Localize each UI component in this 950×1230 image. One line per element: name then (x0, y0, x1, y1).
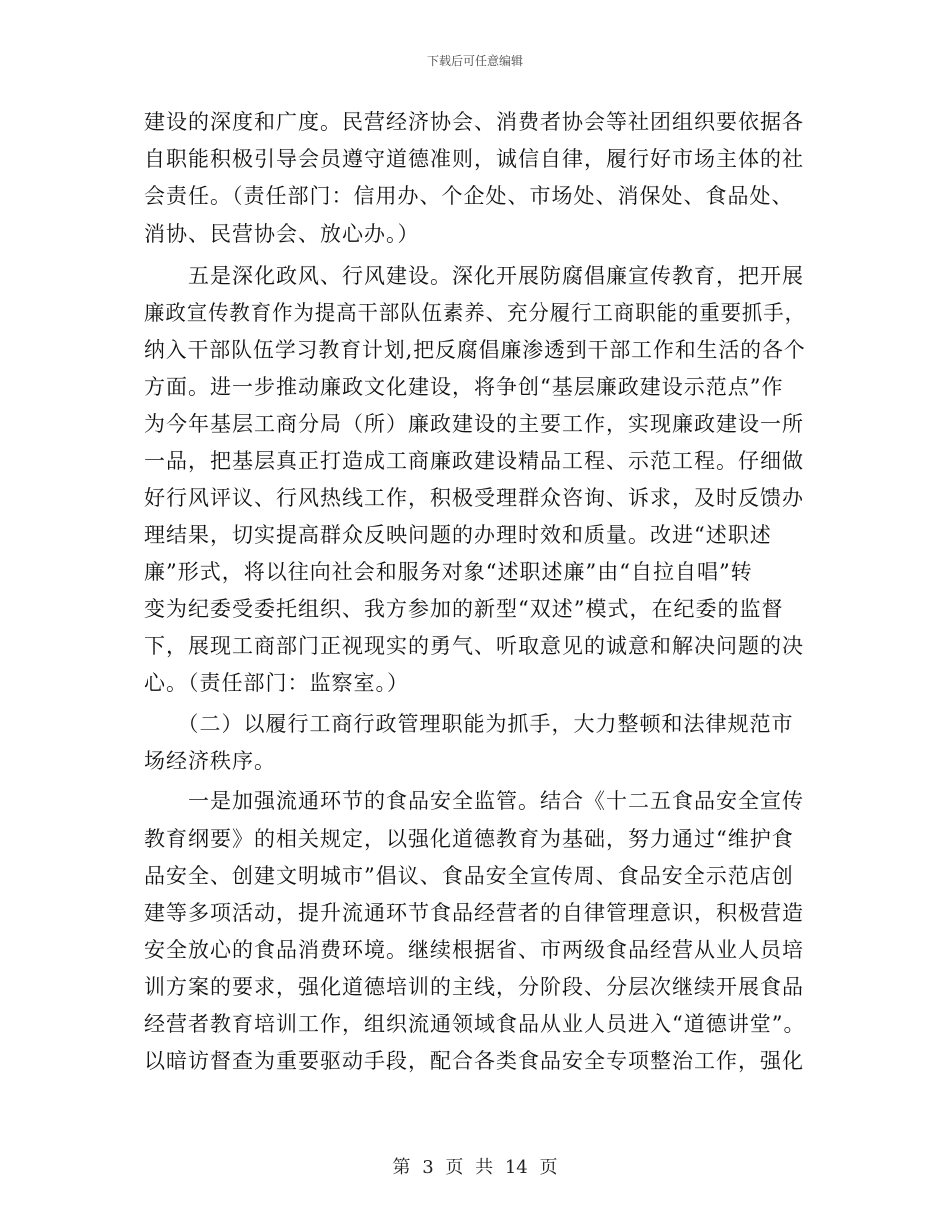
body-line: 方面。进一步推动廉政文化建设，将争创“基层廉政建设示范点”作 (144, 375, 784, 399)
body-line: 品安全、创建文明城市”倡议、食品安全宣传周、食品安全示范店创 (144, 864, 794, 888)
body-line: 会责任。（责任部门：信用办、个企处、市场处、消保处、食品处、 (144, 184, 794, 208)
body-line: 纳入干部队伍学习教育计划,把反腐倡廉渗透到干部工作和生活的各个 (144, 338, 806, 362)
body-line: 理结果，切实提高群众反映问题的办理时效和质量。改进“述职述 (144, 523, 772, 547)
body-line: 建设的深度和广度。民营经济协会、消费者协会等社团组织要依据各 (144, 110, 804, 134)
body-line: 自职能积极引导会员遵守道德准则，诚信自律，履行好市场主体的社 (144, 147, 804, 171)
body-line: （二）以履行工商行政管理职能为抓手，大力整顿和法律规范市 (144, 712, 794, 736)
body-line: 五是深化政风、行风建设。深化开展防腐倡廉宣传教育，把开展 (144, 264, 804, 288)
body-line: 教育纲要》的相关规定，以强化道德教育为基础，努力通过“维护食 (144, 827, 794, 851)
body-line: 消协、民营协会、放心办。） (144, 222, 420, 246)
body-line: 训方案的要求，强化道德培训的主线，分阶段、分层次继续开展食品 (144, 975, 804, 999)
body-line: 好行风评议、行风热线工作，积极受理群众咨询、诉求，及时反馈办 (144, 486, 804, 510)
page-footer: 第 3 页 共 14 页 (392, 1157, 558, 1178)
body-line: 安全放心的食品消费环境。继续根据省、市两级食品经营从业人员培 (144, 938, 804, 962)
body-line: 为今年基层工商分局（所）廉政建设的主要工作，实现廉政建设一所 (144, 412, 804, 436)
body-line: 以暗访督查为重要驱动手段，配合各类食品安全专项整治工作，强化 (144, 1049, 804, 1073)
page-header: 下载后可任意编辑 (426, 54, 523, 68)
body-line: 一是加强流通环节的食品安全监管。结合《十二五食品安全宣传 (144, 789, 804, 813)
body-line: 场经济秩序。 (144, 749, 276, 773)
body-line: 廉政宣传教育作为提高干部队伍素养、充分履行工商职能的重要抓手， (144, 301, 806, 325)
body-line: 经营者教育培训工作，组织流通领域食品从业人员进入“道德讲堂”。 (144, 1012, 806, 1036)
body-line: 心。（责任部门：监察室。） (144, 671, 409, 695)
body-line: 变为纪委受委托组织、我方参加的新型“双述”模式，在纪委的监督 (144, 597, 784, 621)
body-line: 廉”形式，将以往向社会和服务对象“述职述廉”由“自拉自唱”转 (144, 560, 753, 584)
body-line: 下，展现工商部门正视现实的勇气、听取意见的诚意和解决问题的决 (144, 634, 804, 658)
body-line: 一品，把基层真正打造成工商廉政建设精品工程、示范工程。仔细做 (144, 449, 804, 473)
body-line: 建等多项活动，提升流通环节食品经营者的自律管理意识，积极营造 (144, 901, 804, 925)
